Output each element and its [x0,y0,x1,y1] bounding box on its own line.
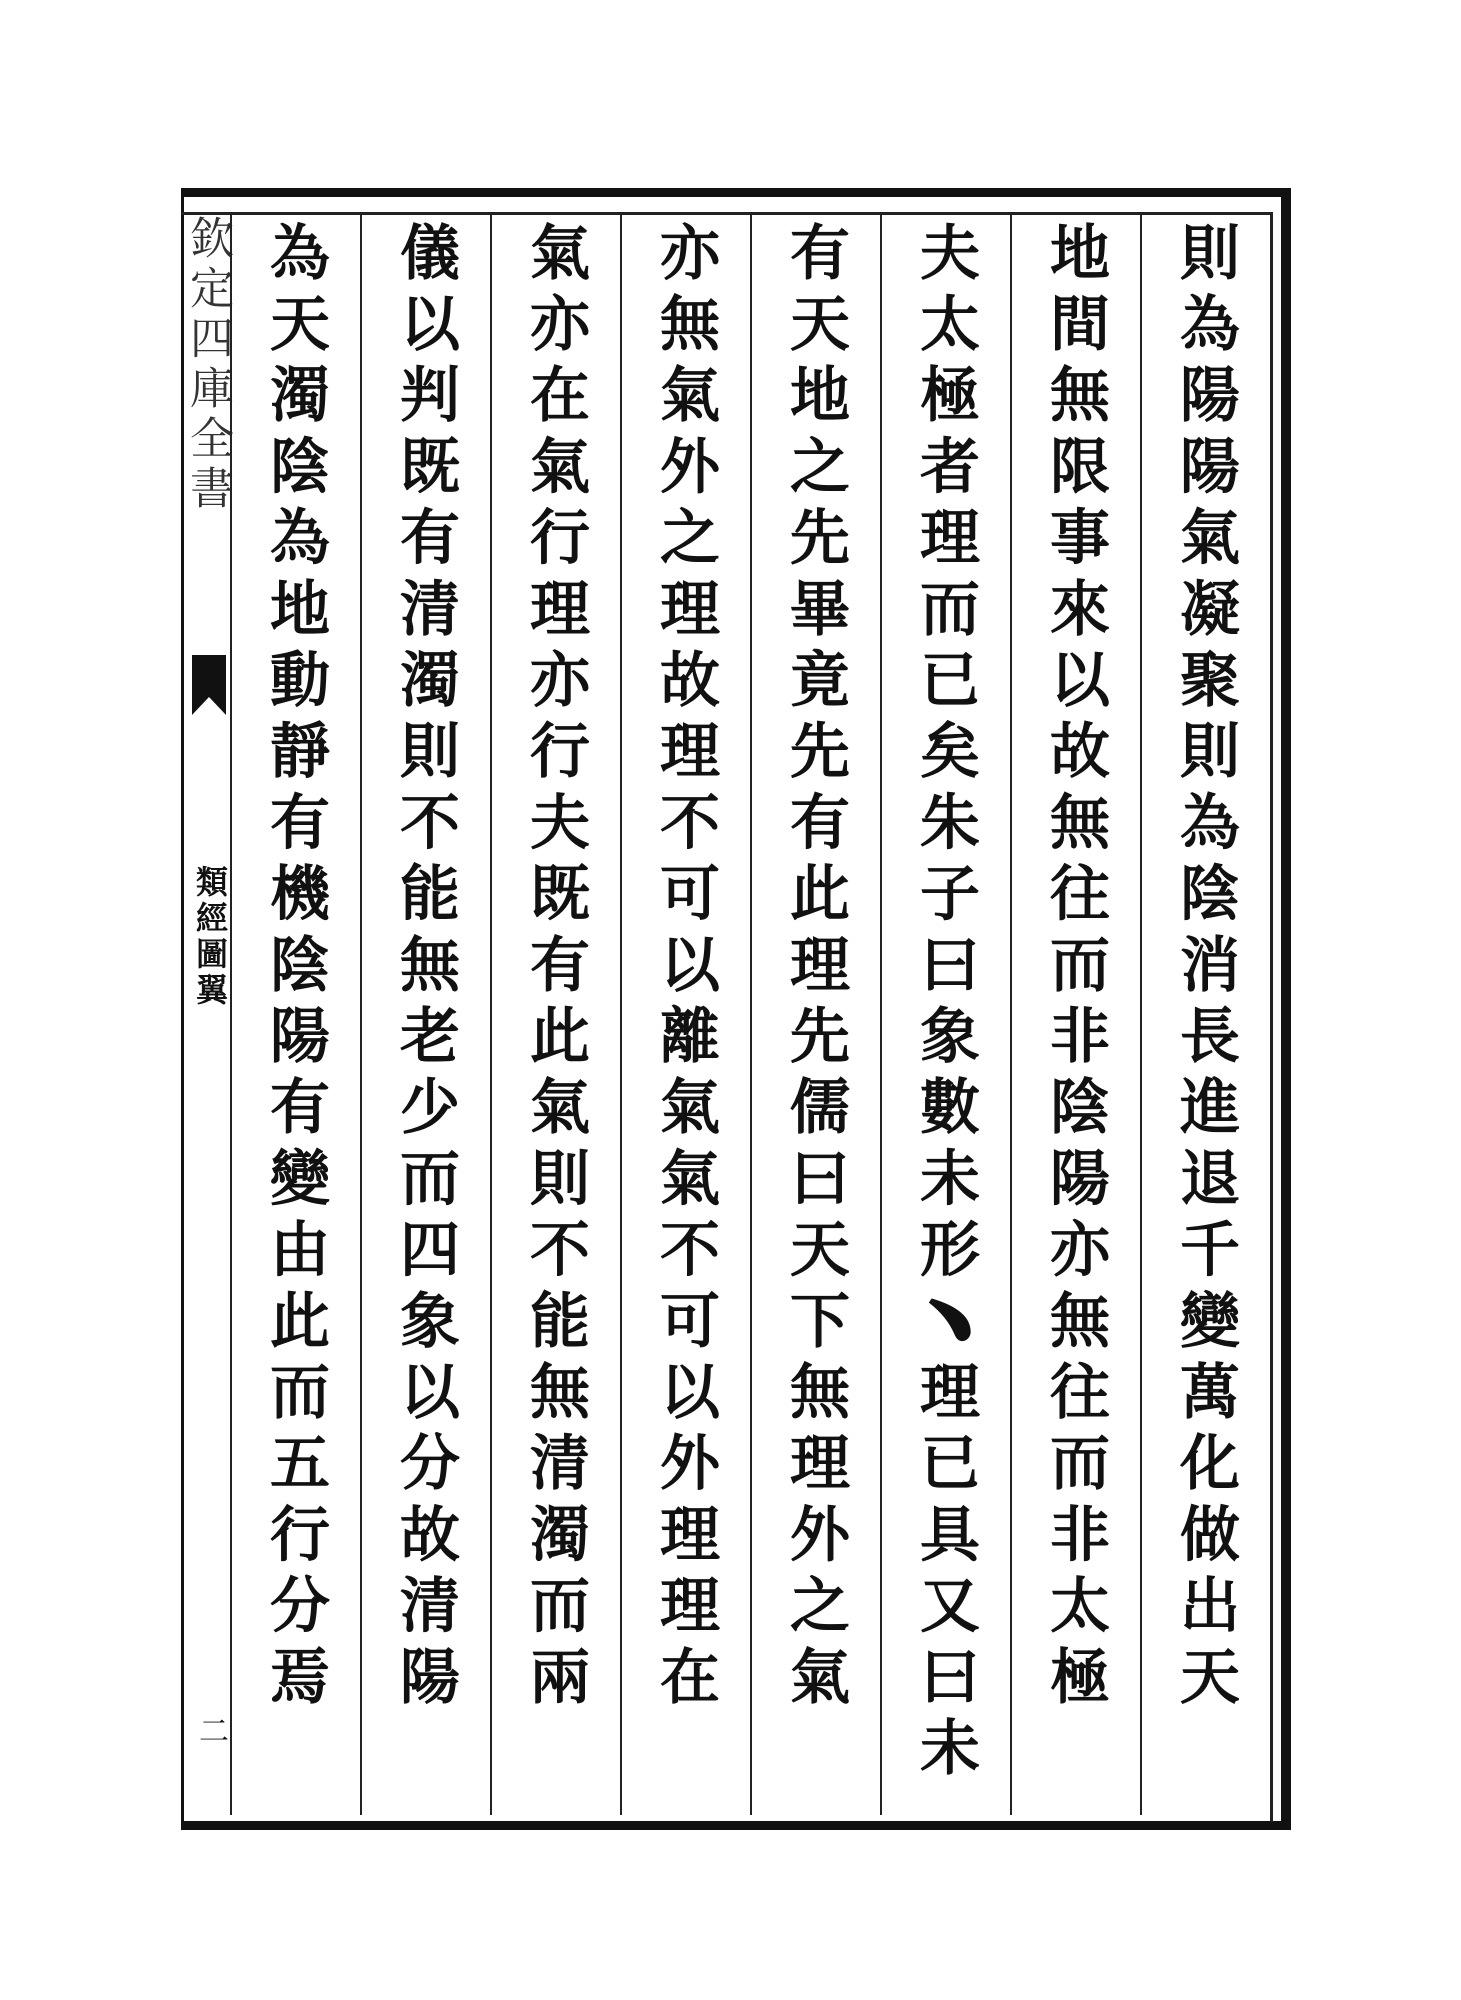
text-column: 儀以判既有清濁則不能無老少而四象以分故清陽 [360,215,490,1815]
book-title: 類經圖翼 [191,865,229,1009]
page-margin [182,215,233,1815]
fish-tail-mark-icon [192,655,226,715]
collection-title: 欽定四庫全書 [182,215,233,515]
text-column: 亦無氣外之理故理不可以離氣氣不可以外理理在 [620,215,750,1815]
text-column: 為天濁陰為地動靜有機陰陽有變由此而五行分焉 [230,215,360,1815]
text-column: 則為陽陽氣凝聚則為陰消長進退千變萬化做出天 [1140,215,1270,1815]
text-column: 氣亦在氣行理亦行夫既有此氣則不能無清濁而兩 [490,215,620,1815]
text-column: 夫太極者理而已矣朱子曰象數未形﹅理已具又曰未 [880,215,1010,1815]
text-column: 有天地之先畢竟先有此理先儒曰天下無理外之氣 [750,215,880,1815]
page-number: 二 [193,1715,228,1745]
text-column: 地間無限事來以故無往而非陰陽亦無往而非太極 [1010,215,1140,1815]
inner-border-right [1270,212,1273,1822]
